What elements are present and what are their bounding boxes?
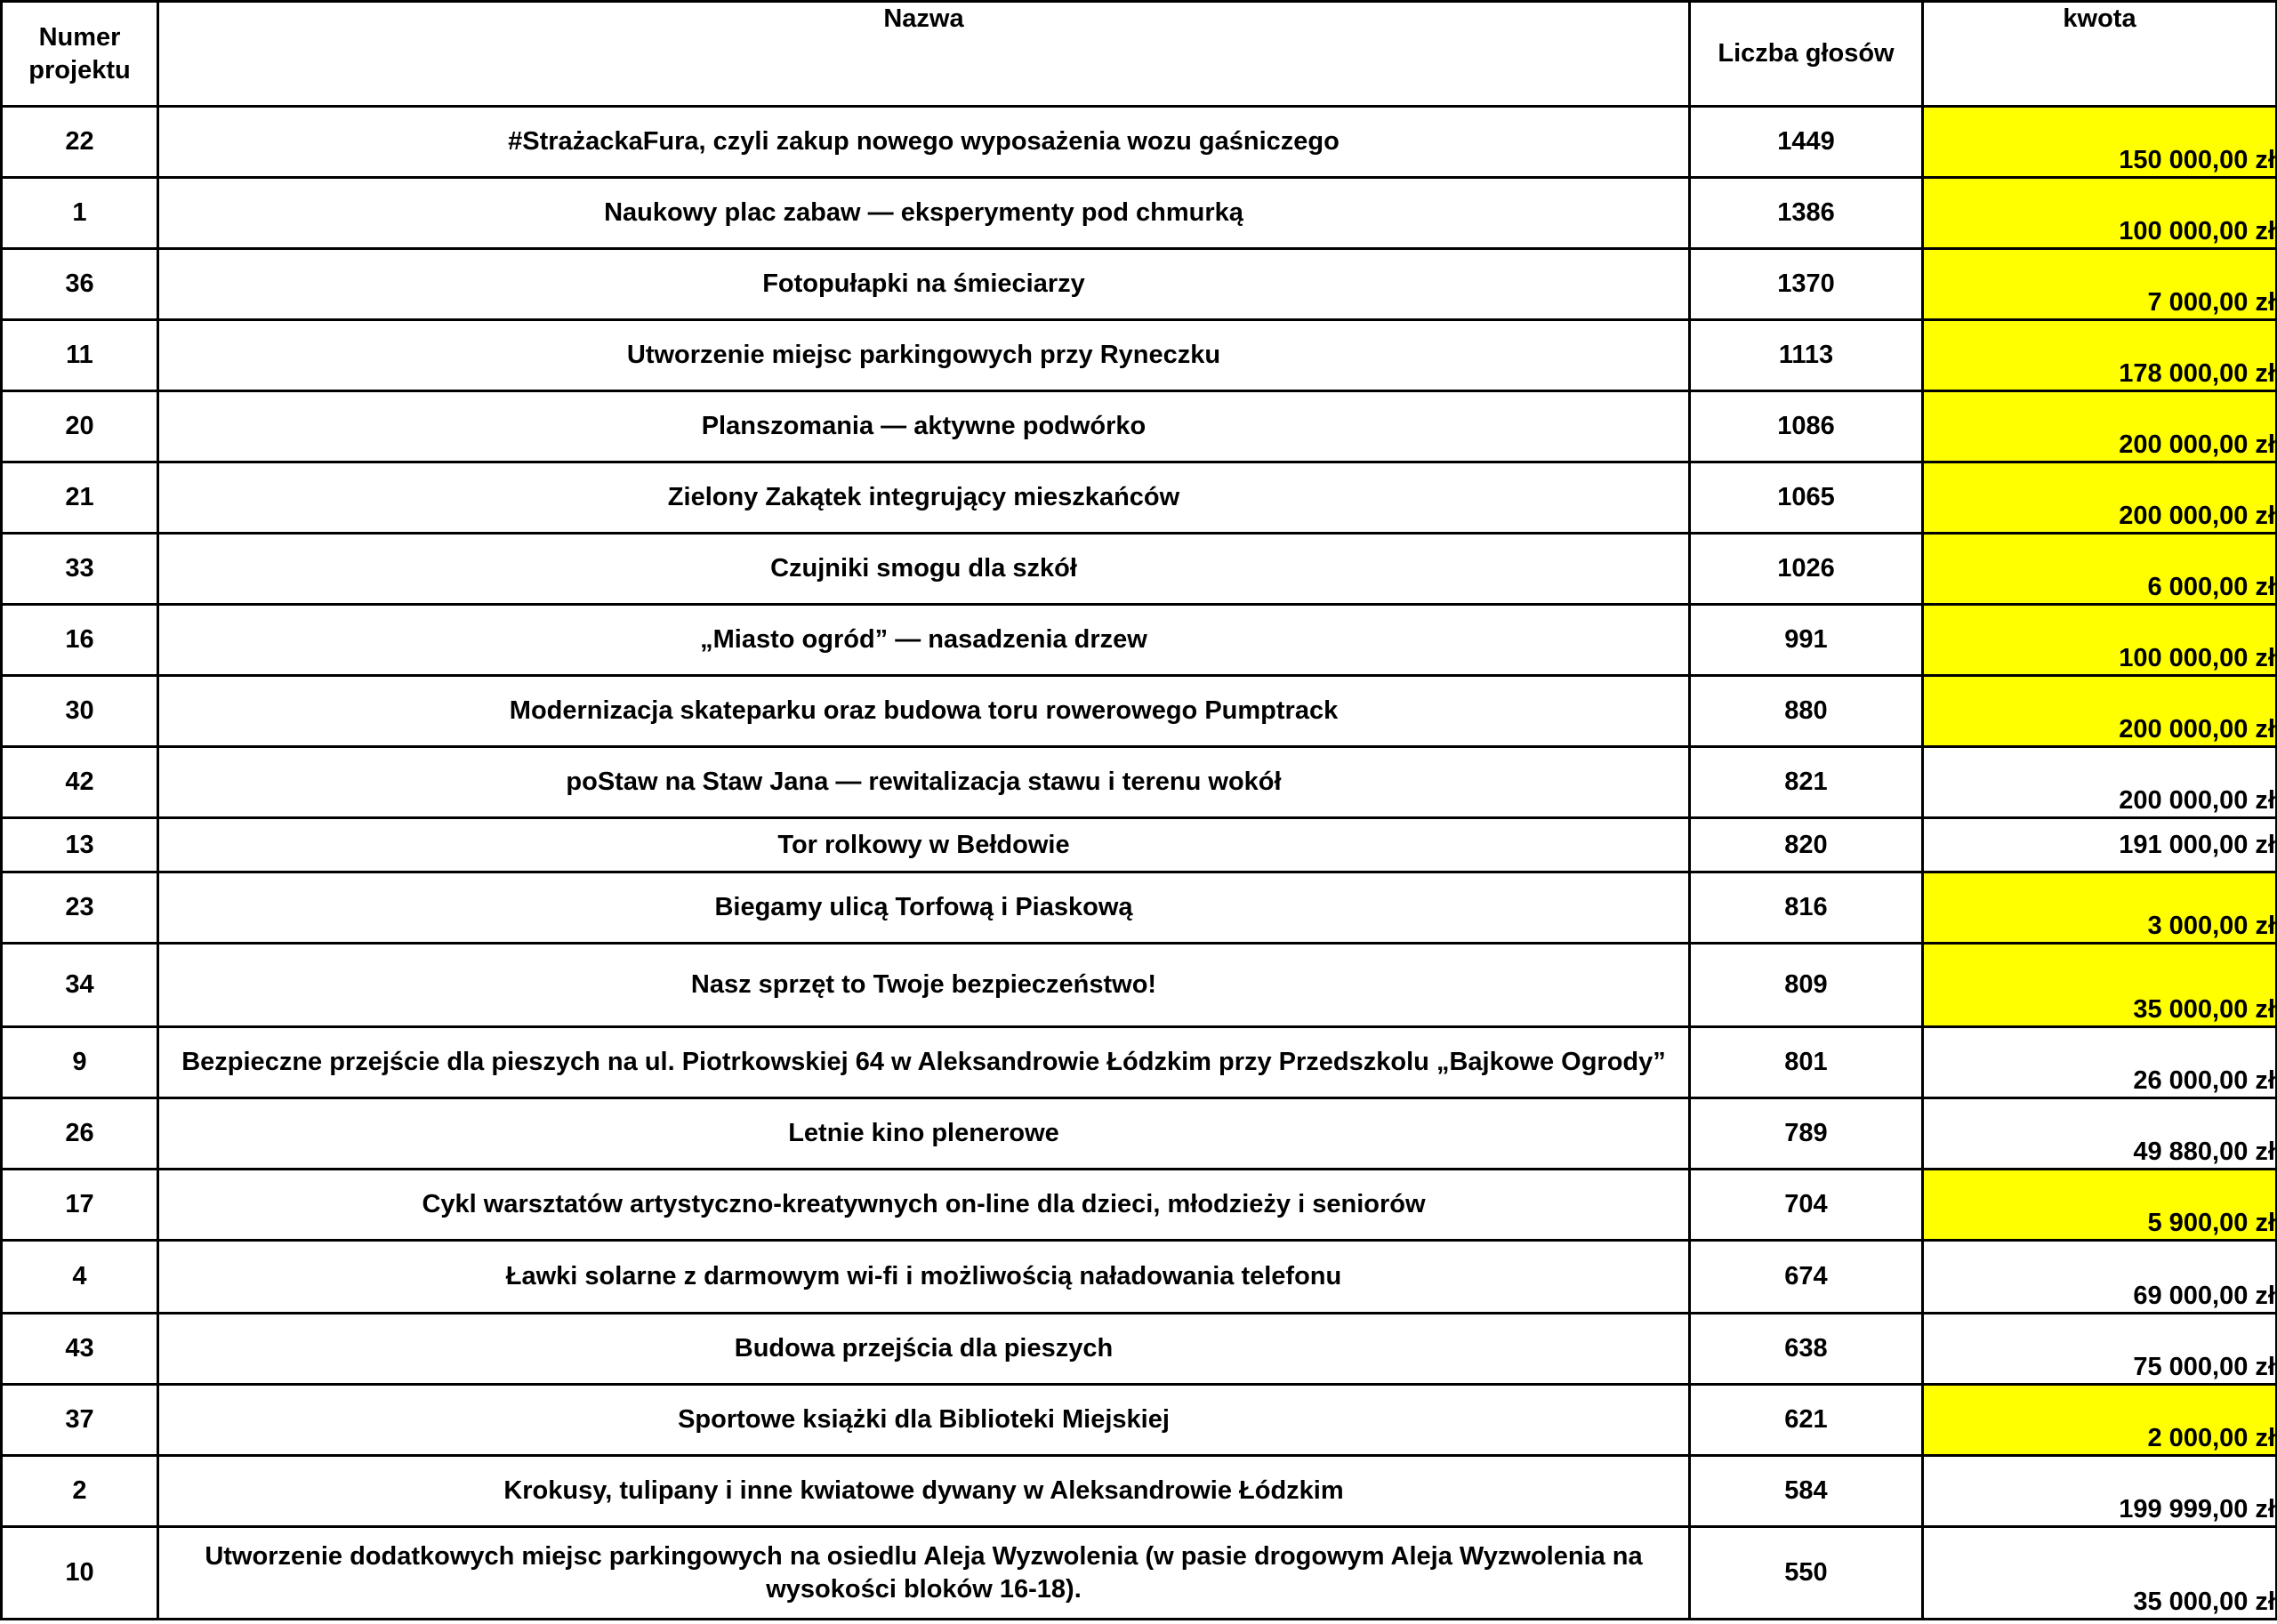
project-name: Naukowy plac zabaw — eksperymenty pod chmurką (158, 178, 1690, 249)
project-name: Letnie kino plenerowe (158, 1098, 1690, 1170)
project-number: 21 (2, 462, 158, 534)
header-row (2, 2, 2277, 107)
project-name: Budowa przejścia dla pieszych (158, 1314, 1690, 1385)
project-name: #StrażackaFura, czyli zakup nowego wyposażenia wozu gaśniczego (158, 107, 1690, 178)
project-number: 17 (2, 1170, 158, 1241)
vote-count: 704 (1690, 1170, 1923, 1241)
vote-count: 621 (1690, 1385, 1923, 1456)
project-number: 26 (2, 1098, 158, 1170)
project-amount: 178 000,00 zł (1923, 320, 2277, 391)
project-amount: 7 000,00 zł (1923, 249, 2277, 320)
project-amount: 200 000,00 zł (1923, 676, 2277, 747)
project-name: „Miasto ogród” — nasadzenia drzew (158, 605, 1690, 676)
vote-count: 550 (1690, 1527, 1923, 1620)
table-row (2, 107, 2277, 178)
table-row (2, 1241, 2277, 1314)
project-number: 22 (2, 107, 158, 178)
vote-count: 1386 (1690, 178, 1923, 249)
vote-count: 1370 (1690, 249, 1923, 320)
project-amount: 75 000,00 zł (1923, 1314, 2277, 1385)
project-amount: 200 000,00 zł (1923, 747, 2277, 818)
table-row (2, 1027, 2277, 1098)
project-name: Utworzenie dodatkowych miejsc parkingowych na osiedlu Aleja Wyzwolenia (w pasie drogowym Aleja Wyzwolenia na wysokości bloków 16-18). (158, 1527, 1690, 1620)
project-name: Modernizacja skateparku oraz budowa toru rowerowego Pumptrack (158, 676, 1690, 747)
project-name: Fotopułapki na śmieciarzy (158, 249, 1690, 320)
project-name: poStaw na Staw Jana — rewitalizacja stawu i terenu wokół (158, 747, 1690, 818)
project-number: 33 (2, 534, 158, 605)
project-name: Biegamy ulicą Torfową i Piaskową (158, 872, 1690, 944)
table-row (2, 1456, 2277, 1527)
project-name: Sportowe książki dla Biblioteki Miejskiej (158, 1385, 1690, 1456)
vote-count: 1449 (1690, 107, 1923, 178)
project-amount: 35 000,00 zł (1923, 1527, 2277, 1620)
project-amount: 3 000,00 zł (1923, 872, 2277, 944)
project-name: Planszomania — aktywne podwórko (158, 391, 1690, 462)
project-amount: 5 900,00 zł (1923, 1170, 2277, 1241)
vote-count: 674 (1690, 1241, 1923, 1314)
vote-count: 1086 (1690, 391, 1923, 462)
project-number: 23 (2, 872, 158, 944)
vote-count: 584 (1690, 1456, 1923, 1527)
vote-count: 1065 (1690, 462, 1923, 534)
project-amount: 6 000,00 zł (1923, 534, 2277, 605)
project-amount: 26 000,00 zł (1923, 1027, 2277, 1098)
project-amount: 69 000,00 zł (1923, 1241, 2277, 1314)
project-number: 43 (2, 1314, 158, 1385)
header-name: Nazwa (158, 2, 1690, 107)
table-row (2, 944, 2277, 1027)
project-name: Utworzenie miejsc parkingowych przy Ryneczku (158, 320, 1690, 391)
project-name: Nasz sprzęt to Twoje bezpieczeństwo! (158, 944, 1690, 1027)
project-name: Tor rolkowy w Bełdowie (158, 818, 1690, 872)
vote-count: 821 (1690, 747, 1923, 818)
vote-count: 789 (1690, 1098, 1923, 1170)
table-row (2, 462, 2277, 534)
project-amount: 35 000,00 zł (1923, 944, 2277, 1027)
project-amount: 199 999,00 zł (1923, 1456, 2277, 1527)
vote-count: 820 (1690, 818, 1923, 872)
project-number: 13 (2, 818, 158, 872)
project-amount: 100 000,00 zł (1923, 178, 2277, 249)
project-number: 42 (2, 747, 158, 818)
project-number: 20 (2, 391, 158, 462)
project-amount: 49 880,00 zł (1923, 1098, 2277, 1170)
vote-count: 880 (1690, 676, 1923, 747)
project-name: Czujniki smogu dla szkół (158, 534, 1690, 605)
project-name: Zielony Zakątek integrujący mieszkańców (158, 462, 1690, 534)
project-amount: 200 000,00 zł (1923, 391, 2277, 462)
project-amount: 200 000,00 zł (1923, 462, 2277, 534)
project-amount: 191 000,00 zł (1923, 818, 2277, 872)
project-number: 10 (2, 1527, 158, 1620)
table-row (2, 1527, 2277, 1620)
table-row (2, 249, 2277, 320)
vote-count: 1113 (1690, 320, 1923, 391)
table-body (2, 107, 2277, 1620)
project-amount: 100 000,00 zł (1923, 605, 2277, 676)
table-row (2, 676, 2277, 747)
table-row (2, 872, 2277, 944)
vote-count: 638 (1690, 1314, 1923, 1385)
table-row (2, 1098, 2277, 1170)
table-row (2, 1385, 2277, 1456)
project-number: 34 (2, 944, 158, 1027)
header-amount: kwota (1923, 2, 2277, 107)
project-number: 11 (2, 320, 158, 391)
project-name: Cykl warsztatów artystyczno-kreatywnych on-line dla dzieci, młodzieży i seniorów (158, 1170, 1690, 1241)
project-number: 37 (2, 1385, 158, 1456)
vote-count: 991 (1690, 605, 1923, 676)
project-number: 4 (2, 1241, 158, 1314)
table-row (2, 818, 2277, 872)
table-row (2, 534, 2277, 605)
project-number: 16 (2, 605, 158, 676)
table-row (2, 1170, 2277, 1241)
vote-count: 1026 (1690, 534, 1923, 605)
header-votes: Liczba głosów (1690, 2, 1923, 107)
vote-count: 816 (1690, 872, 1923, 944)
project-name: Ławki solarne z darmowym wi-fi i możliwością naładowania telefonu (158, 1241, 1690, 1314)
table-row (2, 178, 2277, 249)
project-number: 36 (2, 249, 158, 320)
table-row (2, 1314, 2277, 1385)
table-row (2, 320, 2277, 391)
project-amount: 2 000,00 zł (1923, 1385, 2277, 1456)
table-row (2, 747, 2277, 818)
vote-count: 801 (1690, 1027, 1923, 1098)
project-number: 9 (2, 1027, 158, 1098)
project-number: 30 (2, 676, 158, 747)
project-number: 1 (2, 178, 158, 249)
table-row (2, 605, 2277, 676)
header-number: Numer projektu (2, 2, 158, 107)
table-row (2, 391, 2277, 462)
project-number: 2 (2, 1456, 158, 1527)
project-name: Krokusy, tulipany i inne kwiatowe dywany w Aleksandrowie Łódzkim (158, 1456, 1690, 1527)
project-amount: 150 000,00 zł (1923, 107, 2277, 178)
vote-count: 809 (1690, 944, 1923, 1027)
project-name: Bezpieczne przejście dla pieszych na ul. Piotrkowskiej 64 w Aleksandrowie Łódzkim przy Przedszkolu „Bajkowe Ogrody” (158, 1027, 1690, 1098)
